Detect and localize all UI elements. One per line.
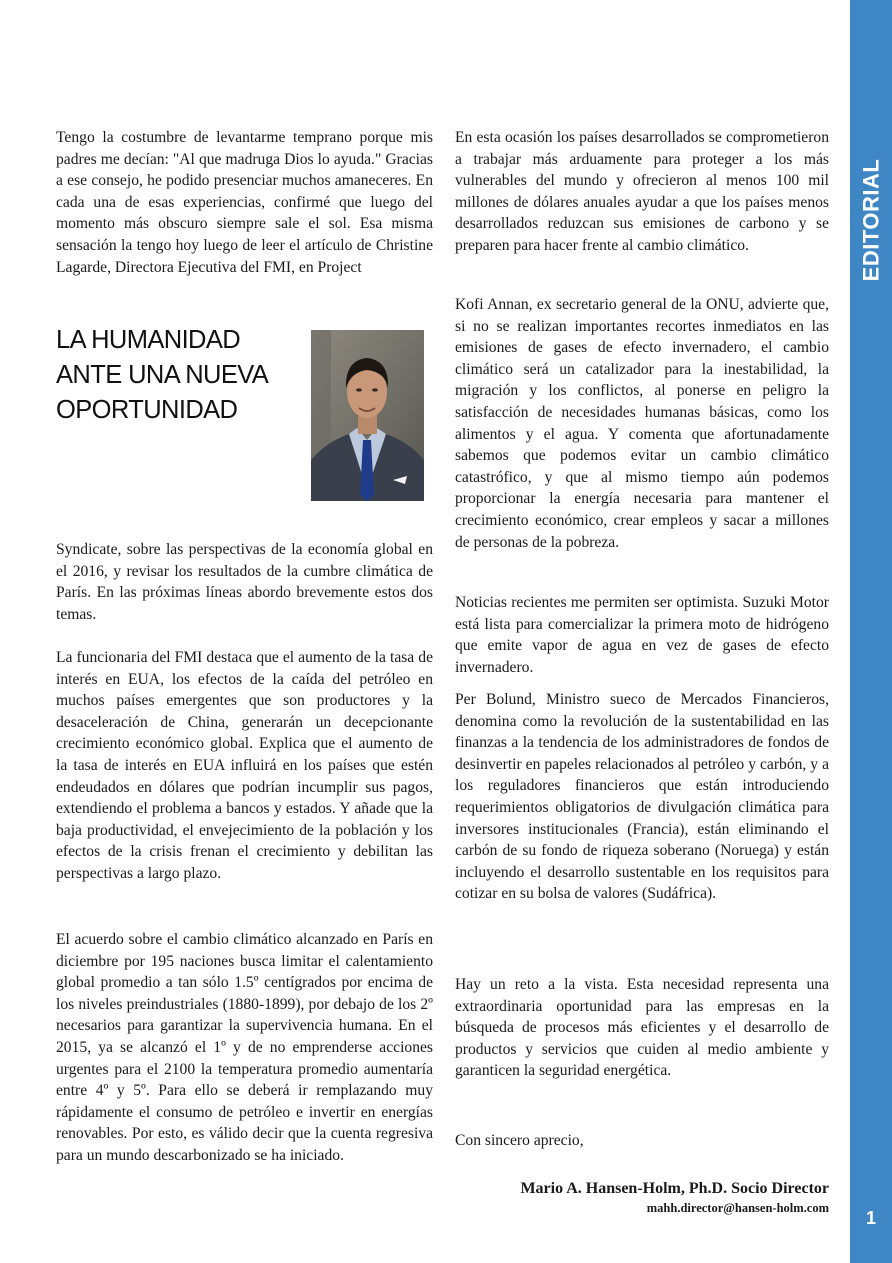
headline-line: OPORTUNIDAD (56, 396, 238, 424)
author-portrait-image (311, 330, 424, 501)
author-photo (311, 330, 424, 501)
body-paragraph: Kofi Annan, ex secretario general de la ONU, advierte que, si no se realizan importantes recortes inmediatos en las emisiones de gases de efecto invernadero, el cambio climático será un catalizador para la inestabilidad, la migración y los conflictos, al ponerse en peligro la satisfacción de necesidades humanas básicas, como los alimentos y el agua. Y comenta que afortunadamente sabemos que podemos evitar un cambio climático catastrófico, y que al mismo tiempo aún podemos proporcionar la energía necesaria para mantener el crecimiento económico, crear empleos y sacar a millones de personas de la pobreza. (455, 296, 829, 551)
intro-paragraph: Tengo la costumbre de levantarme temprano porque mis padres me decían: "Al que madruga Dios lo ayuda." Gracias a ese consejo, he podido presenciar muchos amaneceres. En cada una de esas experiencias, confirmé que luego del momento más obscuro siempre sale el sol. Esa misma sensación la tengo hoy luego de leer el artículo de Christine Lagarde, Directora Ejecutiva del FMI, en Project (56, 129, 433, 276)
headline-line: ANTE UNA NUEVA (56, 361, 269, 389)
body-paragraph: Hay un reto a la vista. Esta necesidad representa una extraordinaria oportunidad para las empresas en la búsqueda de procesos más eficientes y el desarrollo de productos y servicios que cuiden al medio ambiente y garanticen la seguridad energética. (455, 976, 829, 1080)
closing-line: Con sincero aprecio, (455, 1132, 584, 1149)
signature-email: mahh.director@hansen-holm.com (646, 1201, 829, 1215)
article-headline (56, 323, 306, 428)
body-paragraph: En esta ocasión los países desarrollados se comprometieron a trabajar más arduamente para proteger a los más vulnerables del mundo y ofrecieron al menos 100 mil millones de dólares anuales ayudar a que los países menos desarrollados reduzcan sus emisiones de carbono y se preparen para hacer frente al cambio climático. (455, 129, 829, 254)
section-label (850, 150, 892, 290)
body-paragraph: Per Bolund, Ministro sueco de Mercados Financieros, denomina como la revolución de la sustentabilidad en las finanzas a la tendencia de los administradores de fondos de desinvertir en papeles relacionados al petróleo y carbón, y a los reguladores financieros que están introduciendo requerimientos obligatorios de divulgación climática para inversores institucionales (Francia), están eliminando el carbón de su fondo de riqueza soberano (Noruega) y están incluyendo el desarrollo sustentable en los requisitos para cotizar en su bolsa de valores (Sudáfrica). (455, 691, 829, 903)
page-number: 1 (865, 1208, 876, 1228)
body-paragraph: La funcionaria del FMI destaca que el aumento de la tasa de interés en EUA, los efectos de la caída del petróleo en muchos países emergentes que son productores y la desaceleración de China, generarán un decepcionante crecimiento económico global. Explica que el aumento de la tasa de interés en EUA influirá en los países que estén endeudados en dólares que podrían incumplir sus pagos, extendiendo el problema a bancos y estados. Y añade que la baja productividad, el envejecimiento de la población y los efectos de la crisis frenan el crecimiento y debilitan las perspectivas a largo plazo. (56, 649, 433, 882)
section-label-text: EDITORIAL (858, 158, 883, 282)
headline-line: LA HUMANIDAD (56, 326, 241, 354)
body-paragraph: Syndicate, sobre las perspectivas de la economía global en el 2016, y revisar los resultados de la cumbre climática de París. En las próximas líneas abordo brevemente estos dos temas. (56, 541, 433, 623)
body-paragraph: Noticias recientes me permiten ser optimista. Suzuki Motor está lista para comercializar la primera moto de hidrógeno que emite vapor de agua en vez de gases de efecto invernadero. (455, 594, 829, 676)
body-paragraph: El acuerdo sobre el cambio climático alcanzado en París en diciembre por 195 naciones busca limitar el calentamiento global promedio a tan sólo 1.5º centígrados por encima de los niveles preindustriales (1880-1899), por debajo de los 2º necesarios para garantizar la supervivencia humana. En el 2015, ya se alcanzó el 1º y de no emprenderse acciones urgentes para el 2100 la temperatura promedio aumentaría entre 4º y 5º. Para ello se deberá ir remplazando muy rápidamente el consumo de petróleo e invertir en energías renovables. Por esto, es válido decir que la cuenta regresiva para un mundo descarbonizado se ha iniciado. (56, 931, 433, 1164)
signature-name: Mario A. Hansen-Holm, Ph.D. Socio Director (520, 1180, 829, 1197)
